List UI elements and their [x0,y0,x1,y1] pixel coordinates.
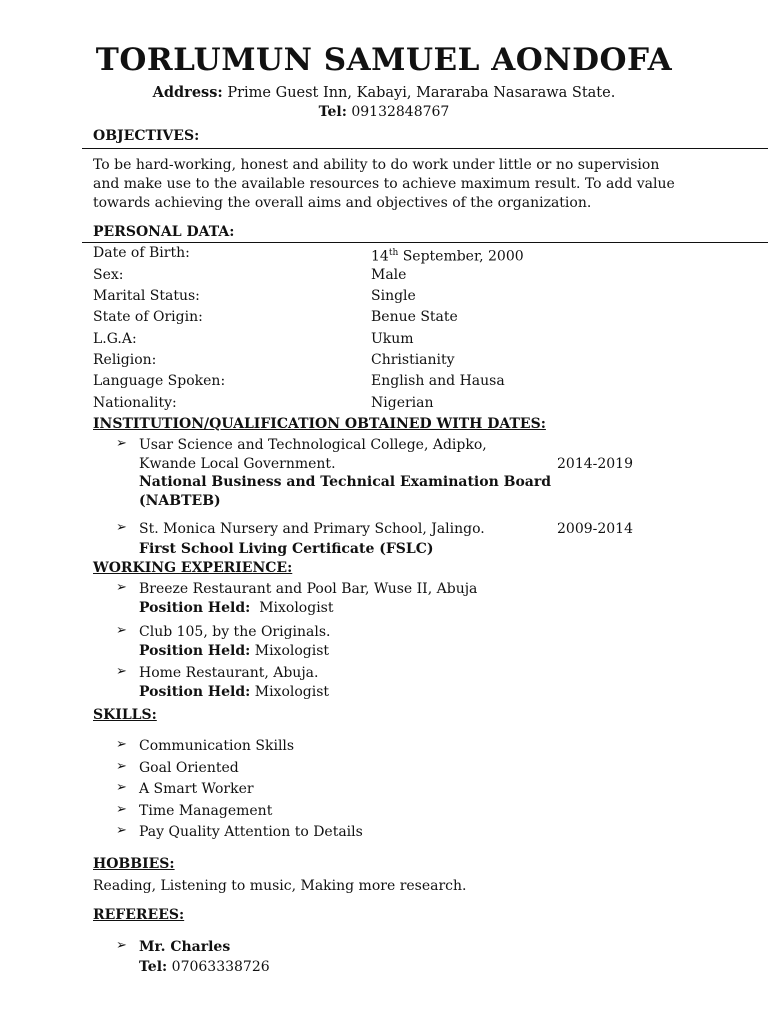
position-label: Position Held: [139,684,251,700]
dob-label: Date of Birth: [93,245,190,261]
personal-value: Christianity [371,352,455,368]
experience-position [139,642,329,660]
personal-label: State of Origin: [93,309,203,325]
address-label: Address: [152,84,223,101]
referee-tel-value: 07063338726 [171,959,270,975]
education-dates: 2009-2014 [557,521,633,537]
education-institution-cont: Kwande Local Government. [139,456,336,472]
education-qualification: National Business and Technical Examination Board [139,474,552,490]
bullet-arrow-icon: ➢ [116,436,127,451]
bullet-arrow-icon: ➢ [116,759,127,774]
skill-item: Goal Oriented [139,760,239,776]
address-line [0,84,768,102]
education-institution: Usar Science and Technological College, Adipko, [139,437,487,453]
position-label: Position Held: [139,600,251,616]
personal-value: Male [371,267,407,283]
dob-day: 14 [371,248,389,265]
skill-item: Time Management [139,803,273,819]
experience-place: Club 105, by the Originals. [139,624,331,640]
referee-tel-label: Tel: [139,959,168,975]
bullet-arrow-icon: ➢ [116,623,127,638]
bullet-arrow-icon: ➢ [116,802,127,817]
bullet-arrow-icon: ➢ [116,520,127,535]
personal-label: Marital Status: [93,288,200,304]
personal-label: Nationality: [93,395,177,411]
personal-data-divider [82,242,768,243]
address-value: Prime Guest Inn, Kabayi, Mararaba Nasarawa State. [227,85,616,101]
education-institution: St. Monica Nursery and Primary School, Jalingo. [139,521,485,537]
experience-position [139,599,333,617]
position-value: Mixologist [254,684,330,700]
bullet-arrow-icon: ➢ [116,780,127,795]
tel-label: Tel: [318,104,347,120]
personal-value: Nigerian [371,395,434,411]
bullet-arrow-icon: ➢ [116,823,127,838]
personal-label: Sex: [93,267,124,283]
personal-value: English and Hausa [371,373,505,389]
hobbies-text: Reading, Listening to music, Making more research. [93,878,467,894]
tel-value: 09132848767 [351,104,450,120]
position-value: Mixologist [259,600,334,616]
personal-label: Language Spoken: [93,373,226,389]
objectives-divider [82,148,768,149]
skill-item: Communication Skills [139,738,295,754]
bullet-arrow-icon: ➢ [116,737,127,752]
education-qualification: First School Living Certificate (FSLC) [139,541,434,557]
personal-label: Religion: [93,352,157,368]
experience-place: Home Restaurant, Abuja. [139,665,319,681]
referee-name: Mr. Charles [139,939,231,955]
dob-suffix: th [388,248,399,258]
bullet-arrow-icon: ➢ [116,938,127,953]
tel-line [0,103,768,121]
skill-item: Pay Quality Attention to Details [139,824,363,840]
personal-data-heading: PERSONAL DATA: [93,224,235,240]
position-label: Position Held: [139,643,251,659]
skills-heading: SKILLS: [93,707,157,723]
education-heading: INSTITUTION/QUALIFICATION OBTAINED WITH DATES: [93,416,546,432]
objectives-line: and make use to the available resources to achieve maximum result. To add value [93,176,675,192]
objectives-line: towards achieving the overall aims and objectives of the organization. [93,195,592,211]
experience-place: Breeze Restaurant and Pool Bar, Wuse II, Abuja [139,581,478,597]
hobbies-heading: HOBBIES: [93,856,175,872]
personal-value: Benue State [371,309,458,325]
personal-value: Single [371,288,416,304]
referee-tel [139,958,270,976]
education-dates: 2014-2019 [557,456,633,472]
dob-value [371,244,524,266]
personal-label: L.G.A: [93,331,137,347]
experience-position [139,683,329,701]
bullet-arrow-icon: ➢ [116,580,127,595]
cv-name: TORLUMUN SAMUEL AONDOFA [95,42,673,78]
objectives-text [93,156,693,213]
dob-rest: September, 2000 [398,248,524,265]
education-qualification-cont: (NABTEB) [139,493,221,509]
objectives-heading: OBJECTIVES: [93,128,200,144]
experience-heading: WORKING EXPERIENCE: [93,560,293,576]
bullet-arrow-icon: ➢ [116,664,127,679]
objectives-line: To be hard-working, honest and ability to do work under little or no supervision [93,157,660,173]
skill-item: A Smart Worker [139,781,254,797]
personal-value: Ukum [371,331,414,347]
referees-heading: REFEREES: [93,907,185,923]
position-value: Mixologist [254,643,330,659]
